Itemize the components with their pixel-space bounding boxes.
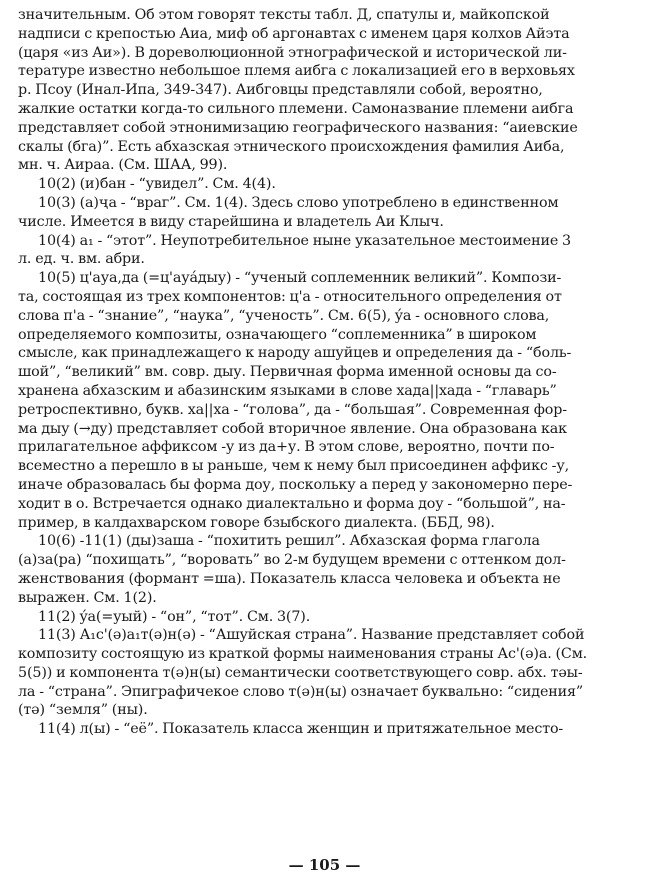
text-line: хранена абхазским и абазинским языками в слове хада||хада - “главарь”: [18, 382, 557, 399]
text-line: прилагательное аффиксом -у из да+у. В этом слове, вероятно, почти по-: [18, 439, 555, 456]
text-line: всеместно а перешло в ы раньше, чем к нему был присоединен аффикс -у,: [18, 458, 570, 475]
text-line: выражен. См. 1(2).: [18, 589, 157, 606]
text-line: ма дыу (→ду) представляет собой вторичное явление. Она образована как: [18, 420, 567, 437]
text-line: пример, в калдахварском говоре бзыбского диалекта. (ББД, 98).: [18, 514, 495, 531]
text-line: шой”, “великий” вм. совр. дыу. Первичная форма именной основы да со-: [18, 364, 557, 381]
text-line: 10(2) (и)бан - “увидел”. См. 4(4).: [38, 176, 276, 193]
text-line: 11(3) А₁с'(ә)а₁т(ә)н(ә) - “Ашуйская страна”. Название представляет собой: [38, 627, 585, 644]
text-line: 5(5)) и компонента т(ә)н(ы) семантически соответствующего совр. абх. тәы-: [18, 664, 583, 681]
text-line: ходит в о. Встречается однако диалектально и форма доу - “большой”, на-: [18, 495, 566, 512]
text-line: 11(4) л(ы) - “её”. Показатель класса женщин и притяжательное место-: [38, 721, 564, 738]
text-line: 10(4) а₁ - “этот”. Неупотребительное ныне указательное местоимение 3: [38, 232, 572, 249]
text-line: определяемого композиты, означающего “соплеменника” в широком: [18, 326, 537, 343]
text-line: л. ед. ч. вм. абри.: [18, 251, 145, 268]
text-line: слова п'а - “знание”, “наука”, “ученость”. См. 6(5), ýа - основного слова,: [18, 307, 550, 324]
text-line: 10(6) -11(1) (ды)зашa - “похитить решил”. Абхазская форма глагола: [38, 533, 540, 550]
text-line: женствования (формант =ша). Показатель класса человека и объекта не: [18, 570, 561, 587]
text-line: (тә) “земля” (ны).: [18, 702, 148, 719]
text-line: композиту состоящую из краткой формы наименования страны Ас'(ә)а. (См.: [18, 646, 588, 663]
text-line: значительным. Об этом говорят тексты табл. Д, спатулы и, майкопской: [18, 7, 550, 23]
text-line: надписи с крепостью Аиа, миф об аргонавтах с именем царя колхов Айэта: [18, 25, 570, 42]
text-line: ретроспективно, букв. ха||ха - “голова”, да - “большая”. Современная фор-: [18, 401, 567, 418]
text-line: ла - “страна”. Эпиграфичекое слово т(ә)н(ы) означает буквально: “сидения”: [18, 683, 584, 700]
text-line: р. Псоу (Инал-Ипа, 349-347). Аибговцы представляли собой, вероятно,: [18, 82, 543, 99]
page-number: — 105 —: [288, 856, 361, 874]
text-line: иначе образовалась бы форма доу, поскольку а перед у закономерно пере-: [18, 476, 573, 493]
text-line: числе. Имеется в виду старейшина и владетель Аи Клыч.: [18, 213, 444, 230]
text-line: смысле, как принадлежащего к народу ашуйцев и определения да - “боль-: [18, 345, 572, 362]
text-line: мн. ч. Аираа. (См. ШАА, 99).: [18, 157, 228, 174]
text-line: 11(2) ýа(=уый) - “он”, “тот”. См. 3(7).: [38, 608, 311, 625]
text-line: та, состоящая из трех компонентов: ц'а - относительного определения от: [18, 288, 562, 305]
text-line: жалкие остатки когда-то сильного племени. Самоназвание племени аибга: [18, 100, 574, 117]
text-line: (царя «из Аи»). В дореволюционной этнографической и исторической ли-: [18, 44, 567, 61]
text-body: [18, 6, 635, 739]
text-line: скалы (бга)”. Есть абхазская этнического происхождения фамилия Аиба,: [18, 138, 565, 155]
text-line: представляет собой этнонимизацию географического названия: “аиевские: [18, 119, 578, 136]
text-line: 10(3) (а)ҷа - “враг”. См. 1(4). Здесь слово употреблено в единственном: [38, 194, 559, 211]
text-line: (а)за(ра) “похищать”, “воровать” во 2-м будущем времени с оттенком дол-: [18, 552, 566, 569]
text-line: 10(5) ц'ауа,да (=ц'ауáдыу) - “ученый соплеменник великий”. Компози-: [38, 270, 562, 287]
text-line: тературе известно небольшое племя аибга с локализацией его в верховьях: [18, 63, 575, 80]
